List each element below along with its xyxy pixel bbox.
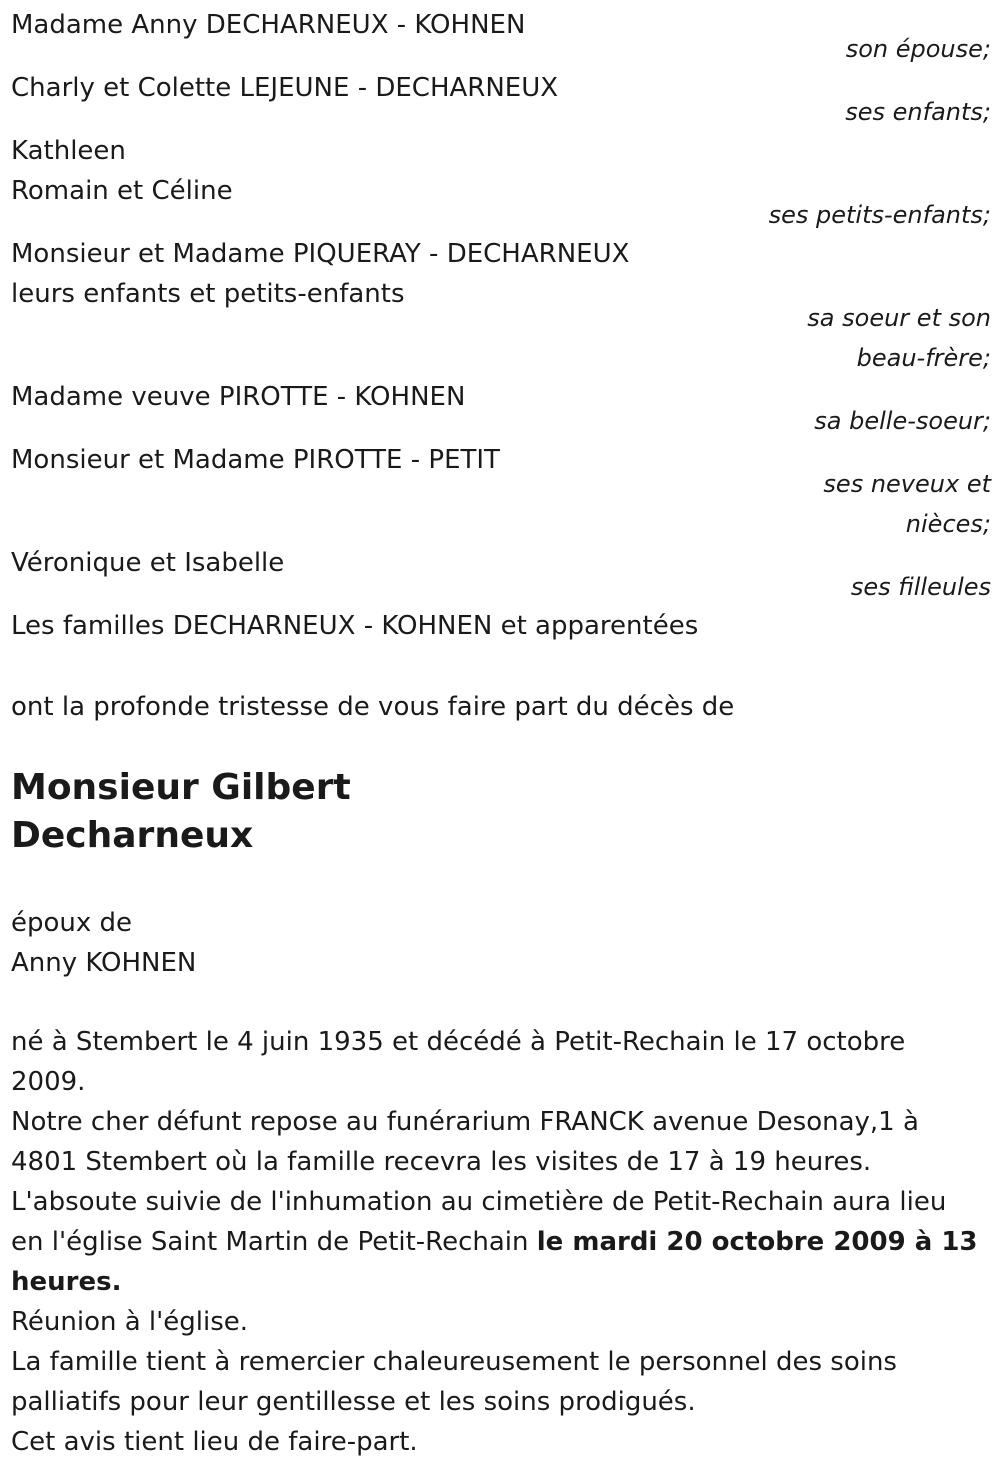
details-block	[11, 1022, 981, 1462]
deceased-name-line-2: Decharneux	[11, 815, 254, 856]
relation-children: ses enfants;	[845, 98, 991, 126]
family-name-children: Charly et Colette LEJEUNE - DECHARNEUX	[11, 73, 559, 103]
ceremony-text	[11, 1182, 981, 1302]
family-name-goddaughters: Véronique et Isabelle	[11, 548, 285, 578]
spouse-label: époux de	[11, 908, 133, 938]
funerarium-text: Notre cher défunt repose au funérarium FRANCK avenue Desonay,1 à 4801 Stembert où la famille recevra les visites de 17 à 19 heures.	[11, 1107, 919, 1177]
family-name-sister-in-law: Madame veuve PIROTTE - KOHNEN	[11, 382, 466, 412]
family-name-families: Les familles DECHARNEUX - KOHNEN et apparentées	[11, 611, 699, 641]
relation-goddaughters: ses filleules	[850, 573, 991, 601]
family-name-grandchild-2: Romain et Céline	[11, 176, 233, 206]
relation-nephews-line-1: ses neveux et	[823, 470, 991, 498]
relation-spouse: son épouse;	[845, 35, 991, 63]
family-name-nephews: Monsieur et Madame PIROTTE - PETIT	[11, 445, 500, 475]
family-name-sister: Monsieur et Madame PIQUERAY - DECHARNEUX	[11, 239, 630, 269]
relation-nephews-line-2: nièces;	[905, 510, 991, 538]
meeting-text: Réunion à l'église.	[11, 1307, 249, 1337]
family-name-sister-descendants: leurs enfants et petits-enfants	[11, 279, 405, 309]
relation-sister-line-1: sa soeur et son	[807, 304, 991, 332]
birth-death-text: né à Stembert le 4 juin 1935 et décédé à Petit-Rechain le 17 octobre 2009.	[11, 1027, 906, 1097]
relation-grandchildren: ses petits-enfants;	[768, 201, 991, 229]
deceased-name-line-1: Monsieur Gilbert	[11, 767, 351, 808]
thanks-text: La famille tient à remercier chaleureusement le personnel des soins palliatifs pour leur gentillesse et les soins prodigués.	[11, 1347, 897, 1417]
relation-sister-line-2: beau-frère;	[856, 344, 991, 372]
family-name-spouse: Madame Anny DECHARNEUX - KOHNEN	[11, 10, 526, 40]
family-name-grandchild-1: Kathleen	[11, 136, 126, 166]
announcement-text: ont la profonde tristesse de vous faire part du décès de	[11, 692, 735, 722]
closing-text: Cet avis tient lieu de faire-part.	[11, 1427, 418, 1457]
ceremony-date: le mardi 20 octobre 2009 à 13 heures.	[11, 1227, 978, 1297]
relation-sister-in-law: sa belle-soeur;	[814, 407, 991, 435]
ceremony-prefix: L'absoute suivie de l'inhumation au cimetière de Petit-Rechain aura lieu en l'église Saint Martin de Petit-Rechain	[11, 1187, 947, 1257]
spouse-name: Anny KOHNEN	[11, 948, 197, 978]
